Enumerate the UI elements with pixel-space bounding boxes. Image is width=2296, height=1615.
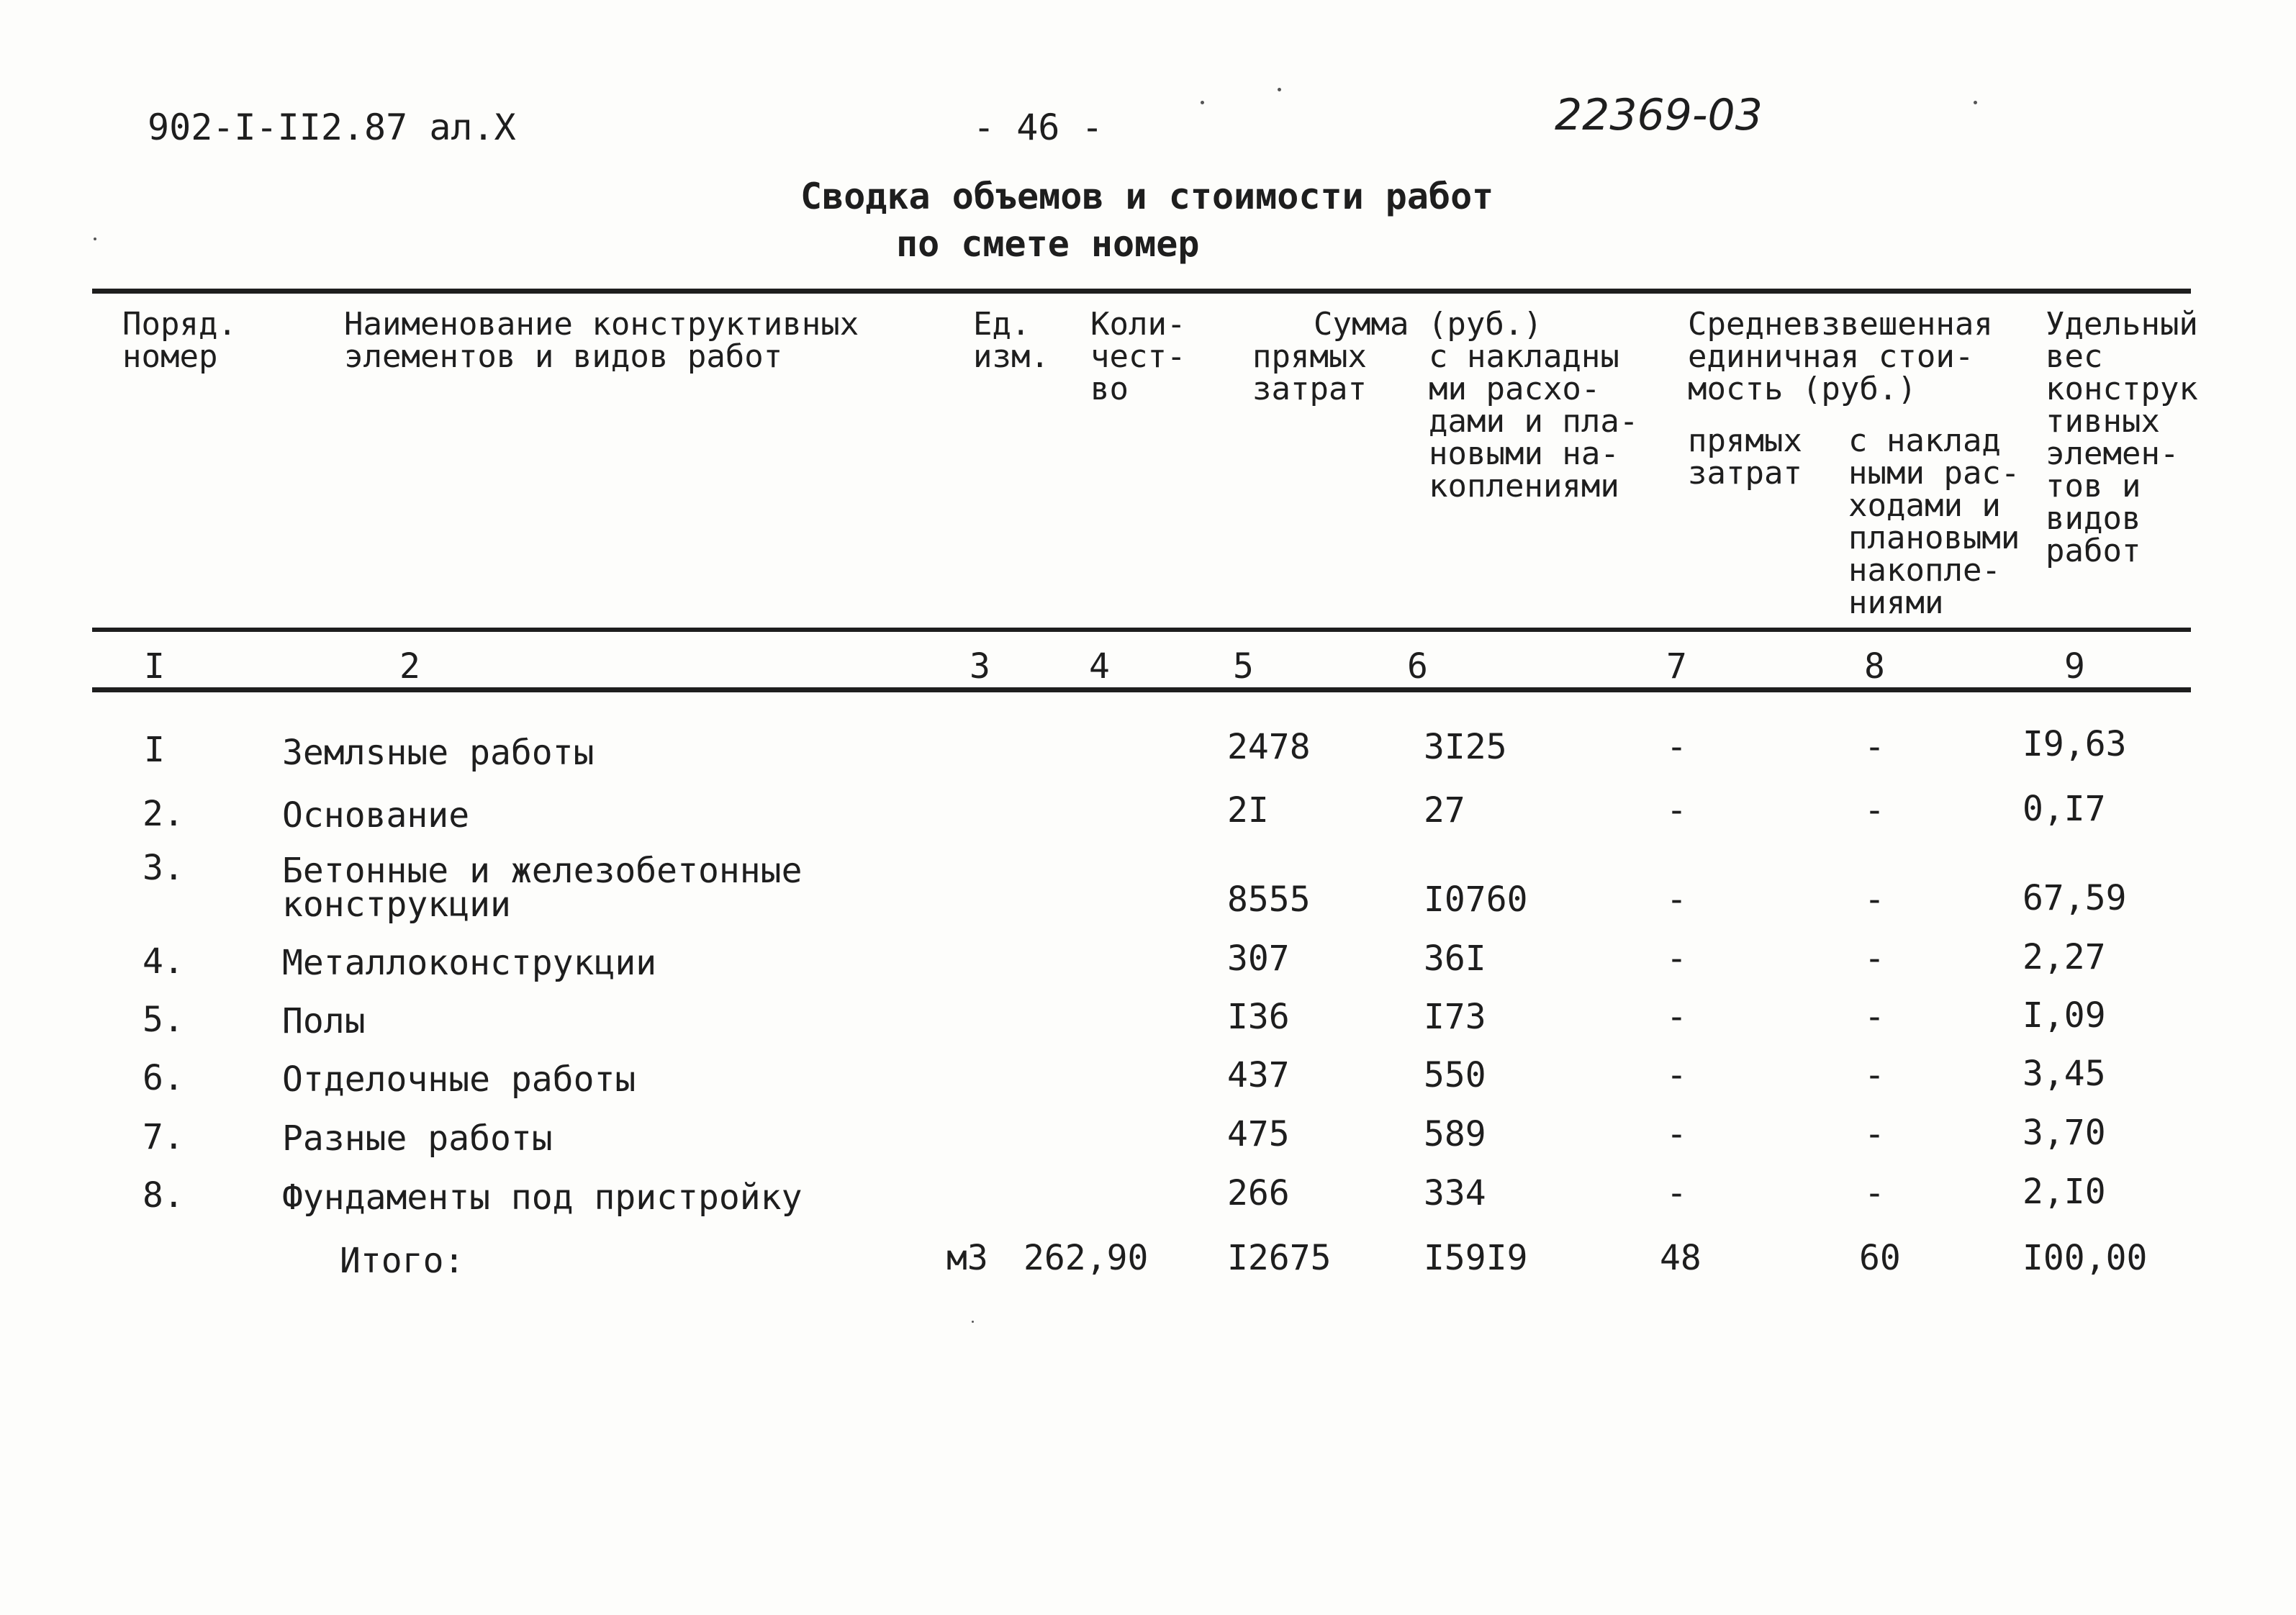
row-specific-weight: 2,I0 (2022, 1172, 2106, 1212)
total-direct-costs: I2675 (1227, 1238, 1332, 1278)
scan-speck (1278, 88, 1281, 91)
row-avg-overhead: - (1864, 879, 1885, 920)
row-number: 5. (143, 1000, 184, 1040)
header-with-overhead: с накладны ми расхо- дами и пла- новыми на- коплениями (1429, 338, 1639, 505)
row-with-overhead: 550 (1424, 1055, 1486, 1095)
row-avg-direct: - (1666, 997, 1687, 1037)
row-specific-weight: 3,45 (2022, 1054, 2106, 1094)
row-with-overhead: 3I25 (1424, 727, 1507, 767)
row-direct-costs: 8555 (1227, 879, 1311, 920)
row-with-overhead: 334 (1424, 1173, 1486, 1213)
row-avg-direct: - (1666, 1173, 1687, 1213)
page-number: - 46 - (973, 107, 1103, 148)
row-specific-weight: I,09 (2022, 995, 2106, 1036)
scan-speck (1201, 101, 1204, 104)
row-direct-costs: 266 (1227, 1173, 1290, 1213)
row-name: Основание (282, 795, 470, 836)
row-direct-costs: 2I (1227, 790, 1269, 831)
document-number: 22369-03 (1555, 90, 1763, 140)
column-number: 5 (1233, 646, 1254, 687)
row-with-overhead: 27 (1424, 790, 1465, 831)
row-avg-direct: - (1666, 1114, 1687, 1154)
row-avg-direct: - (1666, 1055, 1687, 1095)
row-specific-weight: 67,59 (2022, 878, 2127, 918)
row-specific-weight: 2,27 (2022, 937, 2106, 977)
row-with-overhead: 589 (1424, 1114, 1486, 1154)
row-name: Металлоконструкции (282, 943, 657, 983)
total-quantity: 262,90 (1023, 1238, 1149, 1278)
row-number: 3. (143, 848, 184, 888)
row-avg-direct: - (1666, 938, 1687, 979)
column-number: 6 (1407, 646, 1428, 687)
total-specific-weight: I00,00 (2022, 1238, 2148, 1278)
row-specific-weight: 3,70 (2022, 1113, 2106, 1153)
header-bottom-rule (92, 628, 2191, 632)
document-code: 902-I-II2.87 ал.X (148, 107, 516, 148)
row-avg-overhead: - (1864, 790, 1885, 831)
row-direct-costs: 475 (1227, 1114, 1290, 1154)
row-number: 6. (143, 1058, 184, 1098)
scan-speck (1974, 101, 1977, 104)
row-avg-overhead: - (1864, 938, 1885, 979)
row-avg-direct: - (1666, 790, 1687, 831)
total-avg-overhead: 60 (1859, 1238, 1901, 1278)
column-number: I (144, 646, 165, 687)
title-line-1: Сводка объемов и стоимости работ (800, 176, 1494, 217)
row-number: I (144, 730, 165, 770)
row-avg-overhead: - (1864, 997, 1885, 1037)
row-direct-costs: 307 (1227, 938, 1290, 979)
row-with-overhead: I73 (1424, 997, 1486, 1037)
row-avg-overhead: - (1864, 1055, 1885, 1095)
column-number: 2 (399, 646, 420, 687)
scan-speck (972, 1321, 974, 1323)
total-label: Итого: (340, 1241, 465, 1281)
row-name: Разные работы (282, 1118, 553, 1159)
row-with-overhead: 36I (1424, 938, 1486, 979)
header-unit: Ед. изм. (973, 306, 1049, 375)
row-specific-weight: I9,63 (2022, 724, 2127, 764)
row-specific-weight: 0,I7 (2022, 789, 2106, 829)
header-row-number: Поряд. номер (122, 306, 237, 375)
row-number: 7. (143, 1117, 184, 1157)
row-name: Бетонные и железобетонные конструкции (282, 851, 803, 925)
header-direct-costs: прямых затрат (1252, 338, 1367, 407)
row-with-overhead: I0760 (1424, 879, 1528, 920)
row-direct-costs: I36 (1227, 997, 1290, 1037)
column-numbers-rule (92, 687, 2191, 692)
row-name: Фундаменты под пристройку (282, 1177, 803, 1218)
row-avg-direct: - (1666, 879, 1687, 920)
total-avg-direct: 48 (1660, 1238, 1701, 1278)
total-unit: м3 (946, 1238, 988, 1278)
row-number: 2. (143, 794, 184, 834)
table-top-rule (92, 289, 2191, 294)
row-name: Отделочные работы (282, 1059, 636, 1100)
row-name: Землsные работы (282, 733, 595, 773)
header-avg-direct-costs: прямых затрат (1688, 422, 1802, 492)
scan-speck (94, 238, 96, 240)
column-number: 7 (1666, 646, 1687, 687)
row-avg-direct: - (1666, 727, 1687, 767)
header-avg-with-overhead: с наклад ными рас- ходами и плановыми накопле- ниями (1848, 422, 2020, 621)
row-avg-overhead: - (1864, 1173, 1885, 1213)
total-with-overhead: I59I9 (1424, 1238, 1528, 1278)
row-direct-costs: 2478 (1227, 727, 1311, 767)
row-avg-overhead: - (1864, 1114, 1885, 1154)
row-number: 4. (143, 941, 184, 982)
column-number: 3 (970, 646, 990, 687)
header-element-name: Наименование конструктивных элементов и видов работ (344, 306, 859, 375)
row-number: 8. (143, 1175, 184, 1216)
column-number: 9 (2064, 646, 2085, 687)
row-name: Полы (282, 1001, 366, 1041)
header-weighted-average-group: Средневзвешенная единичная стои- мость (руб.) (1688, 306, 1993, 407)
title-line-2: по смете номер (896, 223, 1200, 265)
header-quantity: Коли- чест- во (1090, 306, 1186, 407)
header-sum-group: Сумма (руб.) (1314, 306, 1542, 343)
column-number: 4 (1089, 646, 1110, 687)
header-specific-weight: Удельный вес конструк тивных элемен- тов и видов работ (2046, 306, 2198, 569)
column-number: 8 (1864, 646, 1885, 687)
row-avg-overhead: - (1864, 727, 1885, 767)
row-direct-costs: 437 (1227, 1055, 1290, 1095)
